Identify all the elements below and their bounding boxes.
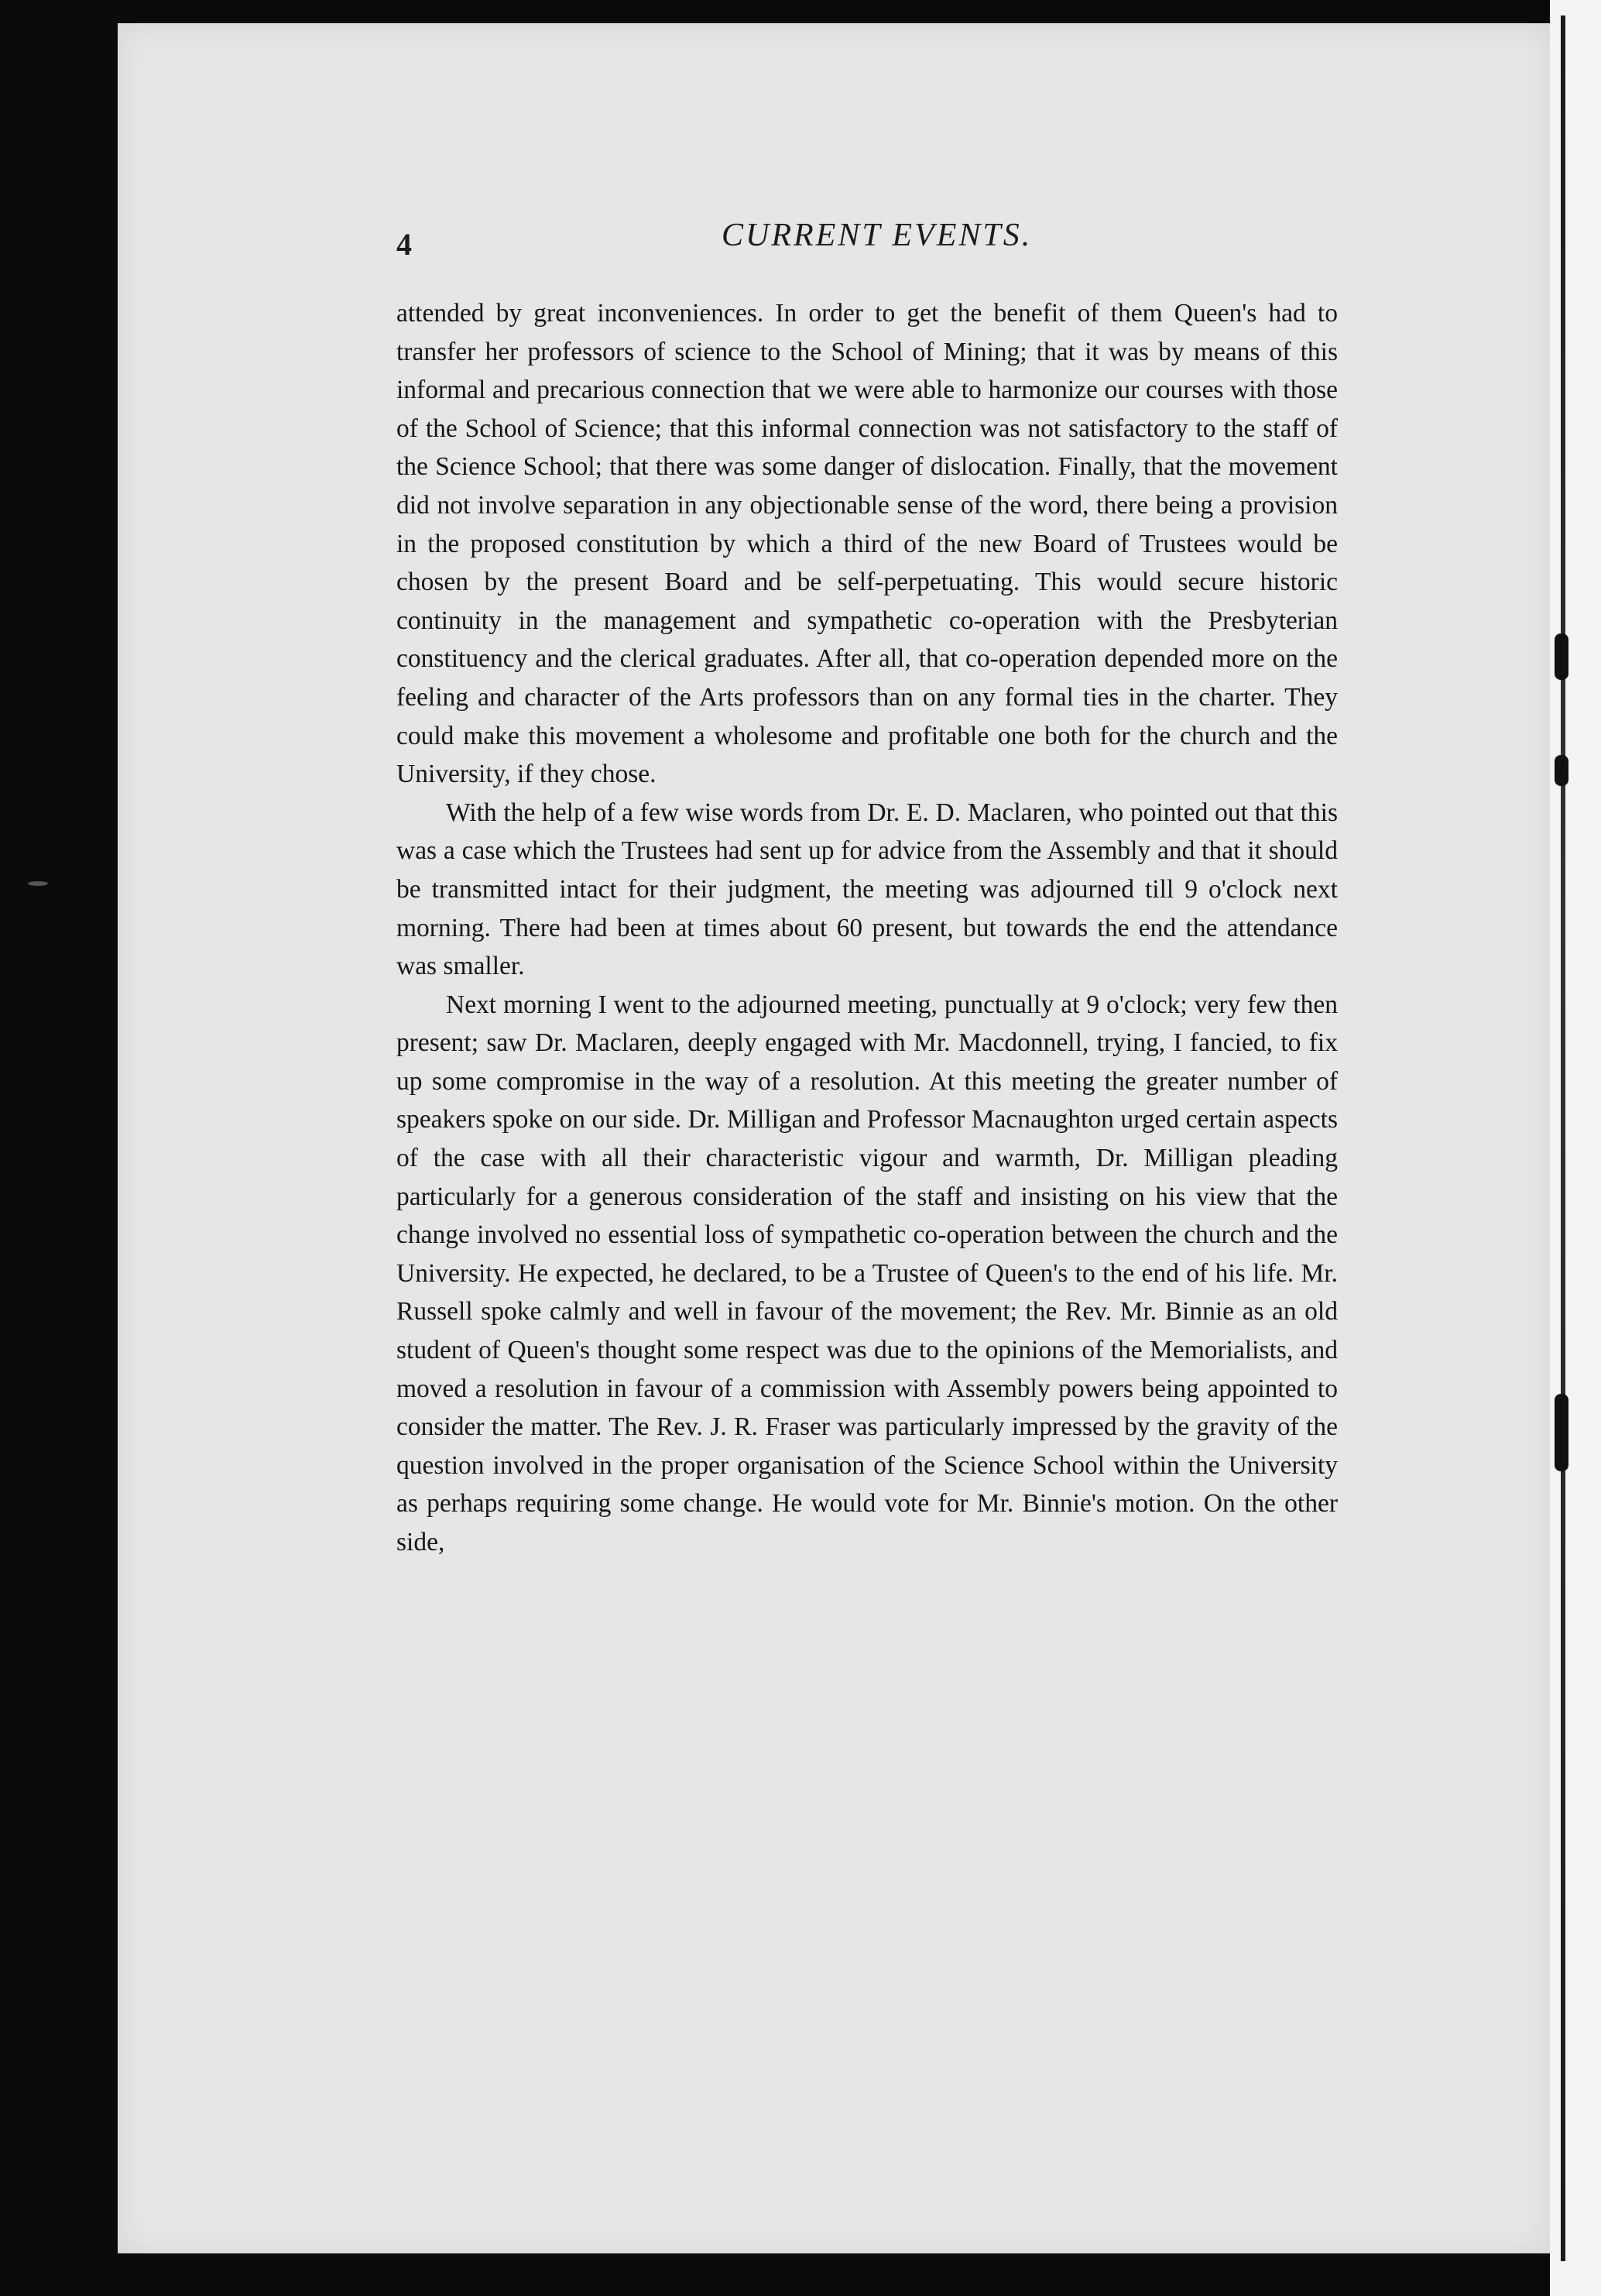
binding-mark [1555,633,1568,680]
paragraph: Next morning I went to the adjourned meeting, punctually at 9 o'clock; very few then present; saw Dr. Maclaren, deeply engaged with Mr. Macdonnell, trying, I fancied, to fix up some compromise in the way of a resolution. At this meeting the greater number of speakers spoke on our side. Dr. Milligan and Professor Macnaughton urged certain aspects of the case with all their characteristic vigour and warmth, Dr. Milligan pleading particularly for a generous consideration of the staff and insisting on his view that the change involved no essential loss of sympathetic co-operation between the church and the University. He expected, he declared, to be a Trustee of Queen's to the end of his life. Mr. Russell spoke calmly and well in favour of the movement; the Rev. Mr. Binnie as an old student of Queen's thought some respect was due to the opinions of the Memorialists, and moved a resolution in favour of a commission with Assembly powers being appointed to consider the matter. The Rev. J. R. Fraser was particularly impressed by the gravity of the question involved in the proper organisation of the Science School within the University as perhaps requiring some change. He would vote for Mr. Binnie's motion. On the other side, [396,990,1338,1556]
page-header [396,217,1338,271]
running-title: CURRENT EVENTS. [722,218,1033,253]
page-number: 4 [396,227,412,262]
paragraph: attended by great inconveniences. In order to get the benefit of them Queen's had to transfer her professors of science to the School of Mining; that it was by means of this informal and precarious connection that we were able to harmonize our courses with those of the School of Science; that this informal connection was not satisfactory to the staff of the Science School; that there was some danger of dislocation. Finally, that the movement did not involve separation in any objectionable sense of the word, there being a provision in the proposed constitution by which a third of the new Board of Trustees would be chosen by the present Board and be self-perpetuating. This would secure historic continuity in the management and sympathetic co-operation with the Presbyterian constituency and the clerical graduates. After all, that co-operation depended more on the feeling and character of the Arts professors than on any formal ties in the charter. They could make this movement a wholesome and profitable one both for the church and the University, if they chose. [396,299,1338,789]
binding-mark [1555,755,1568,786]
paragraph: With the help of a few wise words from Dr. E. D. Maclaren, who pointed out that this was a case which the Trustees had sent up for advice from the Assembly and that it should be transmitted intact for their judgment, the meeting was adjourned till 9 o'clock next morning. There had been at times about 60 present, but towards the end the attendance was smaller. [396,798,1338,981]
body-text [396,294,1338,1562]
scan-right-margin [1550,0,1601,2296]
binding-edge-rule [1561,15,1565,2261]
scan-speck [28,881,48,886]
binding-mark [1555,1394,1568,1471]
